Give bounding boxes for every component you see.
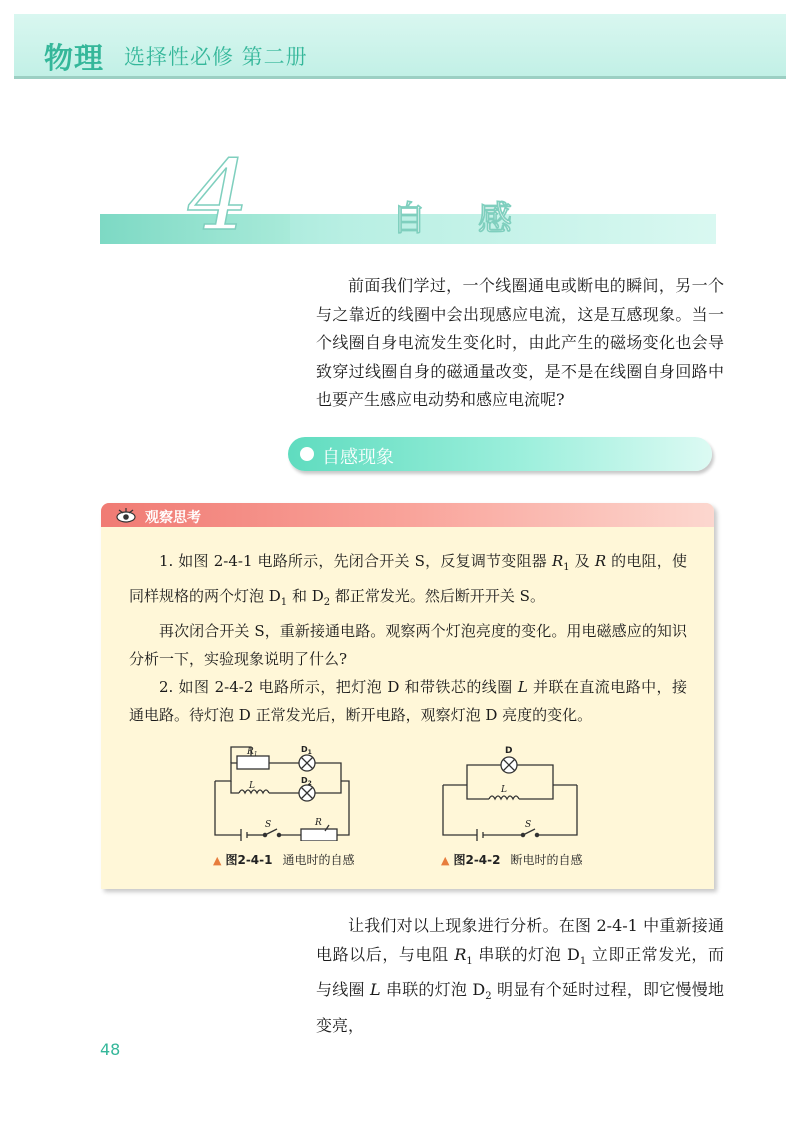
circuit-diagram-2-4-2	[439, 741, 589, 841]
header-subject: 物理	[44, 41, 105, 75]
box-paragraph-1: 1. 如图 2-4-1 电路所示，先闭合开关 S，反复调节变阻器 $R_1$ 及 R 的电阻，使同样规格的两个灯泡 $D_1$ 和 $D_2$ 都正常发光。然后断开开关 S。	[129, 552, 687, 608]
label-s: S	[265, 820, 272, 830]
caption-marker-icon: ▲	[213, 854, 222, 867]
body-paragraph: 让我们对以上现象进行分析。在图 2-4-1 中重新接通电路以后，与电阻 $R_1$ 串联的灯泡 $D_1$ 立即正常发光，而与线圈 L 串联的灯泡 $D_2$ 明显有个延时过程，即它慢慢地变亮，	[316, 916, 724, 1035]
box-label: 观察思考	[145, 510, 201, 526]
intro-paragraph: 前面我们学过，一个线圈通电或断电的瞬间，另一个与之靠近的线圈中会出现感应电流，这是互感现象。当一个线圈自身电流发生变化时，由此产生的磁场变化也会导致穿过线圈自身的磁通量改变，是不是在线圈自身回路中也要产生感应电动势和感应电流呢?	[316, 276, 724, 409]
label-s: S	[525, 820, 532, 830]
label-d1: $D_1$	[301, 745, 312, 756]
caption-marker-icon: ▲	[441, 854, 450, 867]
header-book-title: 选择性必修 第二册	[124, 45, 308, 69]
label-r1: $R_1$	[247, 747, 258, 758]
subsection-bullet-icon	[300, 447, 314, 461]
section-number: 4	[188, 140, 250, 252]
subsection-title: 自感现象	[322, 447, 394, 468]
label-l: L	[501, 785, 507, 795]
box-paragraph-2: 再次闭合开关 S，重新接通电路。观察两个灯泡亮度的变化。用电磁感应的知识分析一下，实验现象说明了什么?	[129, 622, 687, 668]
observe-think-box	[101, 503, 714, 889]
box-text	[129, 547, 687, 729]
figure-2-4-2-caption: ▲ 图2-4-2 断电时的自感	[441, 853, 583, 867]
box-paragraph-3: 2. 如图 2-4-2 电路所示，把灯泡 D 和带铁芯的线圈 L 并联在直流电路中，接通电路。待灯泡 D 正常发光后，断开电路，观察灯泡 D 亮度的变化。	[129, 678, 687, 724]
label-r: R	[315, 818, 322, 828]
page-number: 48	[100, 1040, 121, 1059]
header-divider	[14, 76, 786, 79]
circuit-diagram-2-4-1	[211, 741, 361, 841]
label-d: D	[505, 746, 513, 756]
label-l: L	[249, 781, 255, 791]
figure-2-4-1-caption: ▲ 图2-4-1 通电时的自感	[213, 853, 355, 867]
eye-icon	[115, 505, 137, 525]
section-title: 自感	[392, 199, 564, 239]
label-d2: $D_2$	[301, 776, 312, 787]
